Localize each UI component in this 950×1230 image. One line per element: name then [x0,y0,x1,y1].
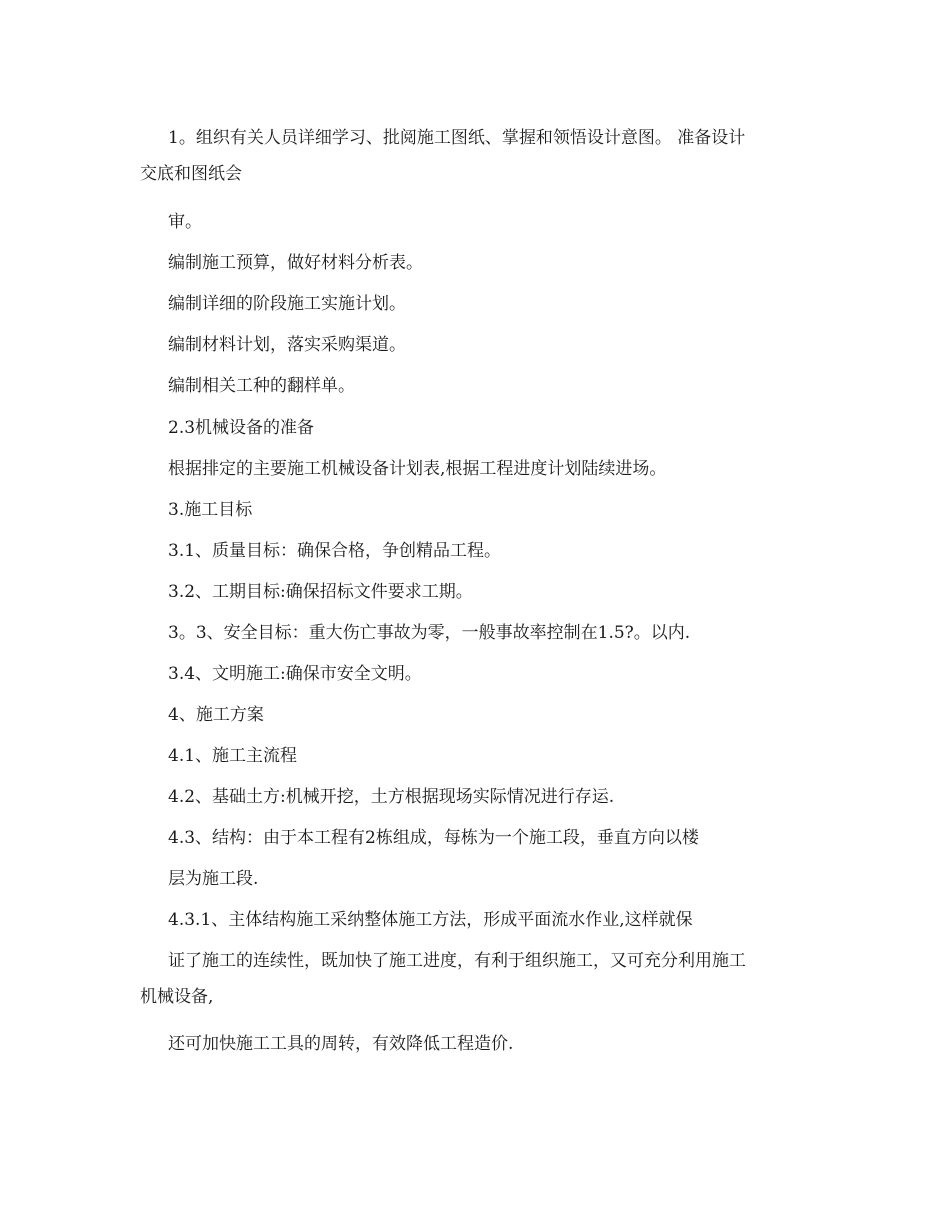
section-heading: 3.施工目标 [168,500,253,520]
paragraph-line: 3.4、文明施工:确保市安全文明。 [168,664,422,684]
paragraph-line: 1。组织有关人员详细学习、批阅施工图纸、掌握和领悟设计意图。 准备设计 [168,128,746,148]
paragraph-line: 3.2、工期目标:确保招标文件要求工期。 [168,582,473,602]
paragraph-line: 编制材料计划，落实采购渠道。 [168,335,406,355]
section-heading: 2.3机械设备的准备 [168,418,315,438]
paragraph-line: 交底和图纸会 [140,164,242,184]
paragraph-line: 3.1、质量目标：确保合格，争创精品工程。 [168,541,502,561]
paragraph-line: 4.2、基础土方:机械开挖，土方根据现场实际情况进行存运. [168,787,615,807]
paragraph-line: 编制详细的阶段施工实施计划。 [168,294,406,314]
paragraph-line: 还可加快施工工具的周转，有效降低工程造价. [168,1034,514,1054]
paragraph-line: 3。3、安全目标：重大伤亡事故为零，一般事故率控制在1.5?。以内. [168,623,691,643]
section-heading: 4、施工方案 [168,705,264,725]
paragraph-line: 证了施工的连续性，既加快了施工进度，有利于组织施工，又可充分利用施工 [168,951,746,971]
paragraph-line: 层为施工段. [168,869,259,889]
paragraph-line: 编制相关工种的翻样单。 [168,376,355,396]
paragraph-line: 审。 [168,212,202,232]
section-heading: 4.1、施工主流程 [168,746,298,766]
paragraph-line: 根据排定的主要施工机械设备计划表,根据工程进度计划陆续进场。 [168,459,667,479]
paragraph-line: 编制施工预算，做好材料分析表。 [168,253,423,273]
paragraph-line: 4.3、结构：由于本工程有2栋组成，每栋为一个施工段，垂直方向以楼 [168,828,699,848]
paragraph-line: 机械设备, [140,987,214,1007]
paragraph-line: 4.3.1、主体结构施工采纳整体施工方法，形成平面流水作业,这样就保 [168,910,693,930]
